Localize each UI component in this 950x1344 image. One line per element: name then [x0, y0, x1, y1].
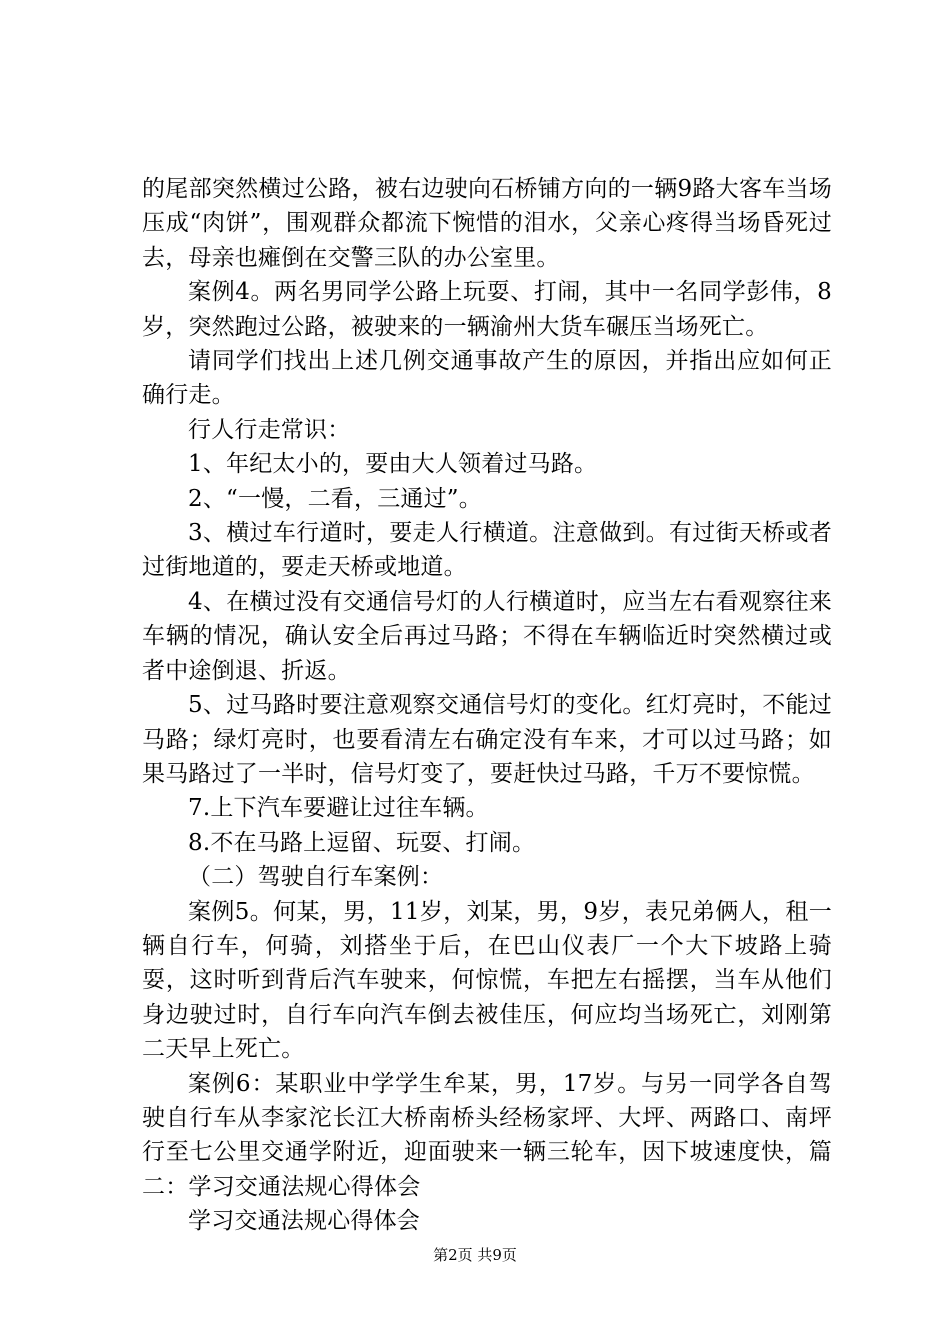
paragraph-rule-2: 2、“一慢，二看，三通过”。 — [188, 485, 482, 512]
paragraph-rule-7: 7.上下汽车要避让过往车辆。 — [188, 795, 489, 822]
paragraph-bicycle-heading: （二）驾驶自行车案例： — [188, 864, 444, 891]
paragraph-question: 请同学们找出上述几例交通事故产生的原因，并指出应如何正确行走。 — [142, 348, 832, 409]
document-body — [142, 172, 832, 1239]
paragraph-rule-5: 5、过马路时要注意观察交通信号灯的变化。红灯亮时，不能过马路；绿灯亮时，也要看清左右确定没有车来，才可以过马路；如果马路过了一半时，信号灯变了，要赶快过马路，千万不要惊慌。 — [142, 692, 832, 787]
paragraph-section-title: 学习交通法规心得体会 — [188, 1208, 420, 1235]
paragraph-case-5: 案例5。何某，男，11岁，刘某，男，9岁，表兄弟俩人，租一辆自行车，何骑，刘搭坐于后，在巴山仪表厂一个大下坡路上骑耍，这时听到背后汽车驶来，何惊慌，车把左右摇摆，当车从他们身边驶过时，自行车向汽车倒去被佳压，何应均当场死亡，刘刚第二天早上死亡。 — [142, 898, 832, 1063]
paragraph-pedestrian-heading: 行人行走常识： — [188, 416, 351, 443]
page-number-footer: 第2页 共9页 — [433, 1246, 517, 1264]
paragraph-continuation: 的尾部突然横过公路，被右边驶向石桥铺方向的一辆9路大客车当场压成“肉饼”，围观群众都流下惋惜的泪水，父亲心疼得当场昏死过去，母亲也瘫倒在交警三队的办公室里。 — [142, 176, 832, 271]
paragraph-case-6: 案例6：某职业中学学生牟某，男，17岁。与另一同学各自驾驶自行车从李家沱长江大桥南桥头经杨家坪、大坪、两路口、南坪行至七公里交通学附近，迎面驶来一辆三轮车，因下坡速度快，篇二：学习交通法规心得体会 — [142, 1070, 832, 1200]
paragraph-rule-3: 3、横过车行道时，要走人行横道。注意做到。有过街天桥或者过街地道的，要走天桥或地道。 — [142, 520, 832, 581]
paragraph-rule-1: 1、年纪太小的，要由大人领着过马路。 — [188, 451, 598, 478]
paragraph-rule-4: 4、在横过没有交通信号灯的人行横道时，应当左右看观察往来车辆的情况，确认安全后再过马路；不得在车辆临近时突然横过或者中途倒退、折返。 — [142, 588, 832, 684]
paragraph-case-4: 案例4。两名男同学公路上玩耍、打闹，其中一名同学彭伟，8岁，突然跑过公路，被驶来的一辆渝州大货车碾压当场死亡。 — [142, 279, 832, 340]
paragraph-rule-8: 8.不在马路上逗留、玩耍、打闹。 — [188, 829, 536, 856]
